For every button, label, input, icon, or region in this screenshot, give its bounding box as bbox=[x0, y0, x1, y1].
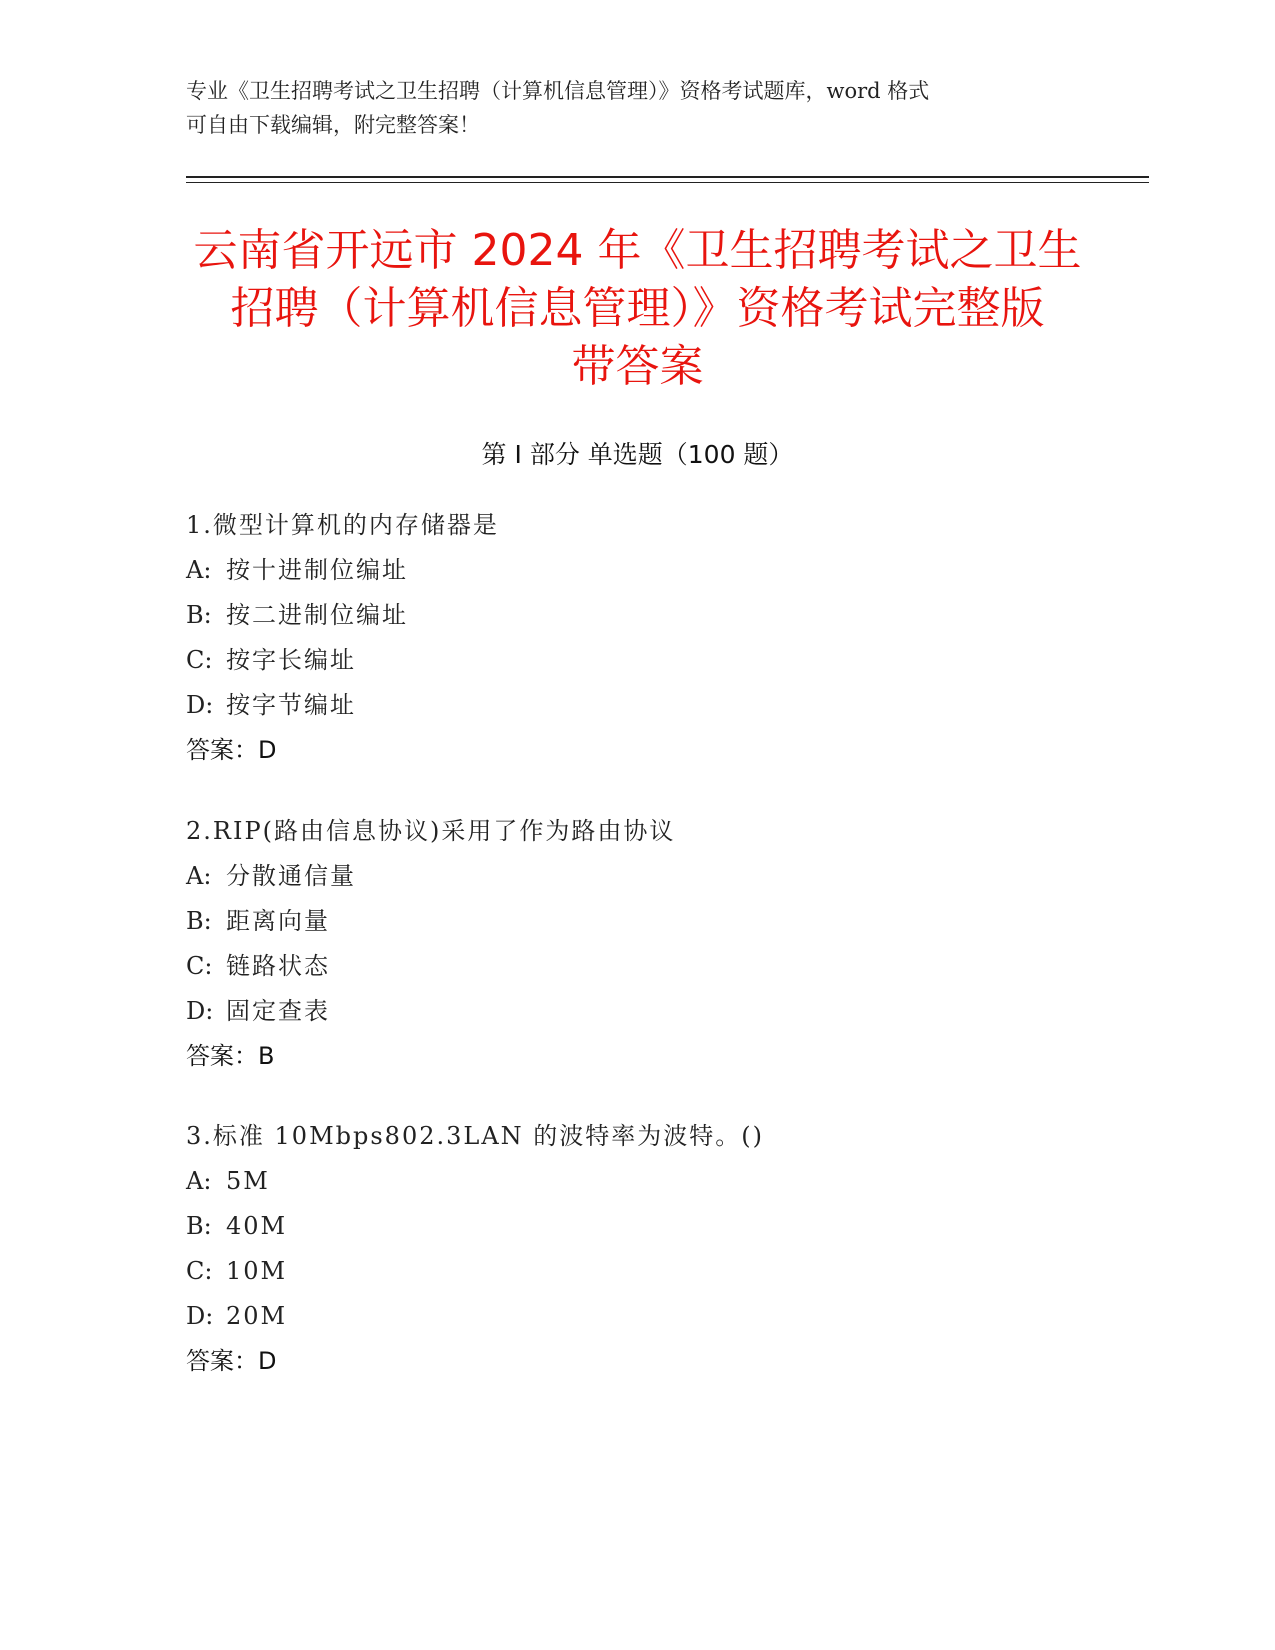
option-a bbox=[186, 548, 1086, 593]
option-text: 10M bbox=[226, 1257, 288, 1285]
document-title bbox=[150, 222, 1125, 396]
question-stem: 3.标准 10Mbps802.3LAN 的波特率为波特。() bbox=[186, 1122, 765, 1150]
option-letter: D: bbox=[186, 691, 214, 719]
option-letter: A: bbox=[186, 862, 212, 890]
question-stem: 2.RIP(路由信息协议)采用了作为路由协议 bbox=[186, 817, 676, 845]
answer-line: 答案：D bbox=[186, 1347, 277, 1375]
document-title-line-2: 招聘（计算机信息管理）》资格考试完整版 bbox=[230, 283, 1045, 334]
question-3 bbox=[186, 1114, 1086, 1384]
option-letter: B: bbox=[186, 907, 212, 935]
option-letter: B: bbox=[186, 601, 212, 629]
question-stem: 1.微型计算机的内存储器是 bbox=[186, 511, 499, 539]
header-note-line-1: 专业《卫生招聘考试之卫生招聘（计算机信息管理）》资格考试题库，word 格式 bbox=[186, 79, 930, 103]
option-letter: C: bbox=[186, 952, 213, 980]
option-letter: D: bbox=[186, 997, 214, 1025]
option-text: 按字节编址 bbox=[226, 691, 356, 719]
header-note-line-2: 可自由下载编辑，附完整答案！ bbox=[186, 113, 480, 137]
option-letter: B: bbox=[186, 1212, 212, 1240]
option-text: 距离向量 bbox=[226, 907, 330, 935]
section-heading: 第 I 部分 单选题（100 题） bbox=[481, 440, 794, 469]
option-text: 40M bbox=[226, 1212, 288, 1240]
answer-line: 答案：B bbox=[186, 1042, 275, 1070]
option-text: 5M bbox=[226, 1167, 270, 1195]
option-text: 20M bbox=[226, 1302, 288, 1330]
option-b bbox=[186, 1204, 1086, 1249]
option-b bbox=[186, 593, 1086, 638]
option-text: 按二进制位编址 bbox=[226, 601, 408, 629]
option-text: 分散通信量 bbox=[226, 862, 356, 890]
option-d bbox=[186, 989, 1086, 1034]
option-c bbox=[186, 638, 1086, 683]
option-text: 链路状态 bbox=[226, 952, 330, 980]
option-letter: A: bbox=[186, 1167, 212, 1195]
header-divider-thick bbox=[186, 176, 1149, 178]
header-divider-thin bbox=[186, 182, 1149, 183]
question-1 bbox=[186, 503, 1086, 773]
option-c bbox=[186, 1249, 1086, 1294]
option-b bbox=[186, 899, 1086, 944]
option-letter: A: bbox=[186, 556, 212, 584]
option-d bbox=[186, 1294, 1086, 1339]
header-note bbox=[186, 74, 1066, 142]
option-c bbox=[186, 944, 1086, 989]
option-text: 按字长编址 bbox=[226, 646, 356, 674]
answer-line: 答案：D bbox=[186, 736, 277, 764]
option-letter: D: bbox=[186, 1302, 214, 1330]
document-title-line-3: 带答案 bbox=[571, 341, 704, 392]
option-letter: C: bbox=[186, 1257, 213, 1285]
option-d bbox=[186, 683, 1086, 728]
option-text: 固定查表 bbox=[226, 997, 330, 1025]
option-a bbox=[186, 854, 1086, 899]
option-a bbox=[186, 1159, 1086, 1204]
document-title-line-1: 云南省开远市 2024 年《卫生招聘考试之卫生 bbox=[193, 225, 1082, 276]
question-2 bbox=[186, 809, 1086, 1079]
option-letter: C: bbox=[186, 646, 213, 674]
option-text: 按十进制位编址 bbox=[226, 556, 408, 584]
